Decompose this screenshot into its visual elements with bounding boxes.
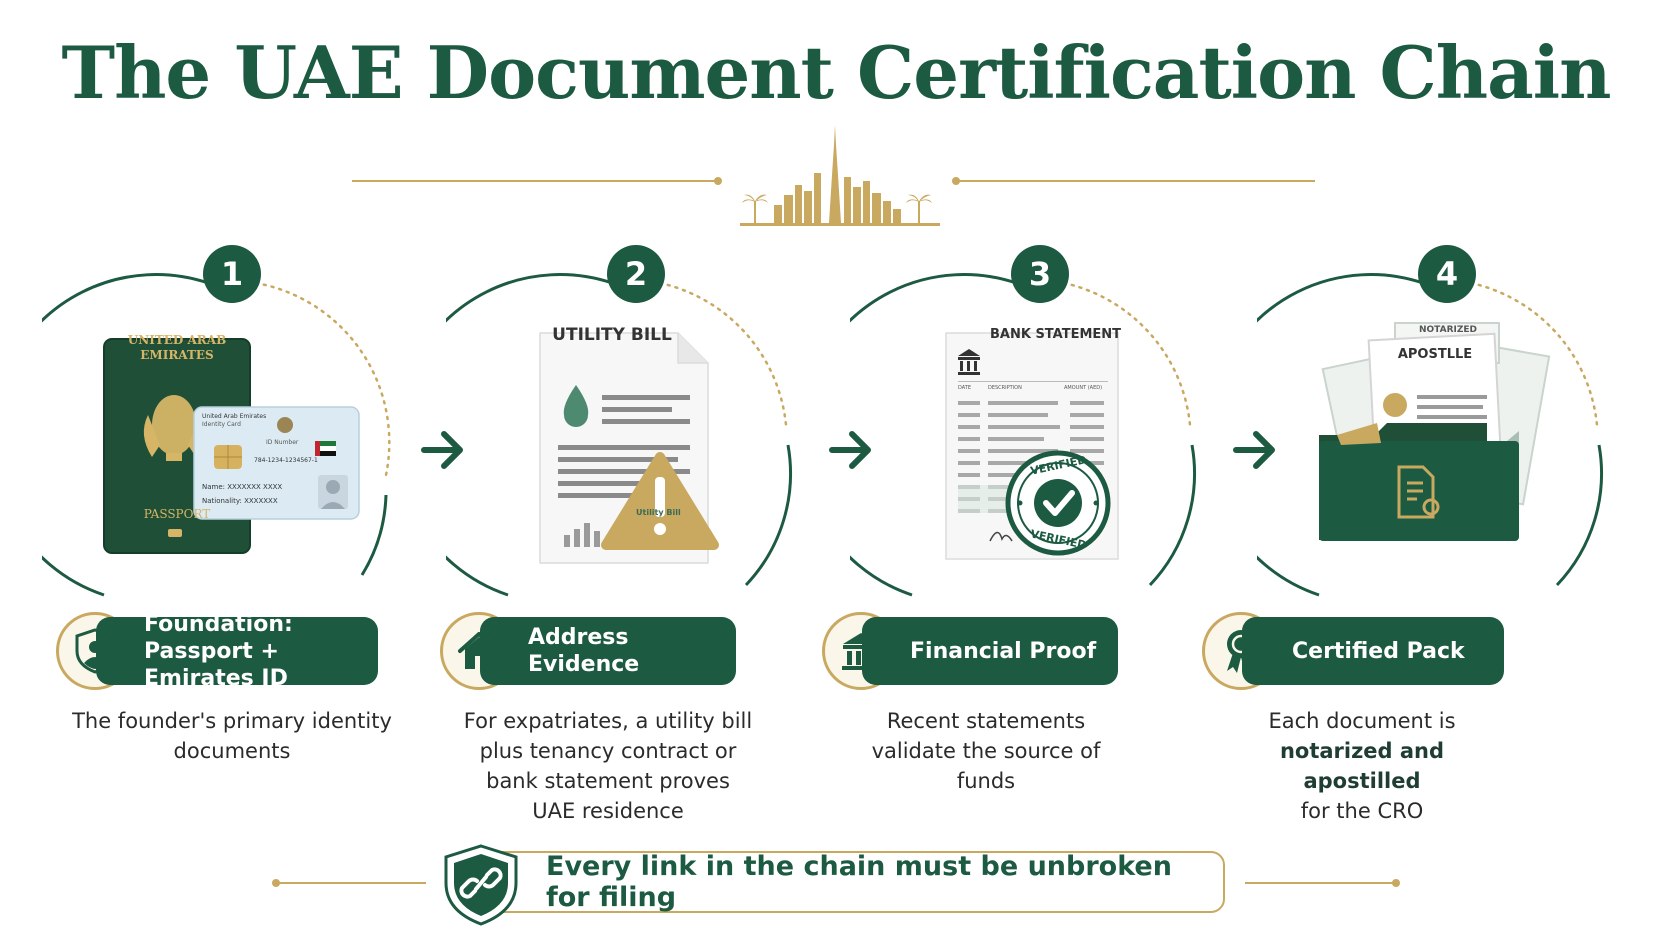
passport-title-line2: EMIRATES	[140, 348, 214, 362]
footer-rule-left	[276, 882, 426, 884]
col-amount: AMOUNT (AED)	[1064, 385, 1103, 391]
link-shield-icon	[440, 843, 522, 927]
step-3-number: 3	[1011, 245, 1069, 303]
step-2	[446, 245, 826, 635]
step-4-description-bold: notarized and apostilled	[1279, 739, 1445, 793]
step-1-number: 1	[203, 245, 261, 303]
utility-bill-title: UTILITY BILL	[552, 325, 672, 345]
step-4-description-post: for the CRO	[1300, 799, 1424, 823]
id-card-subtitle: Identity Card	[202, 421, 241, 428]
certified-pack-illustration	[1257, 245, 1637, 635]
header-rule-right-dot	[952, 177, 960, 185]
step-2-description: For expatriates, a utility bill plus tenancy contract or bank statement proves UAE residence	[463, 709, 753, 823]
col-description: DESCRIPTION	[988, 385, 1022, 391]
col-date: DATE	[958, 385, 972, 391]
passport-title	[108, 333, 246, 363]
seal-text-bottom: VERIFIED	[1029, 527, 1088, 552]
id-card-number: 784-1234-1234567-1	[254, 457, 318, 464]
step-1-label-line2: Passport + Emirates ID	[144, 638, 288, 691]
step-1-description: The founder's primary identity documents	[72, 709, 392, 763]
passport-footer: PASSPORT	[143, 507, 211, 521]
footer-rule-right	[1245, 882, 1395, 884]
notarized-doc-title: NOTARIZED	[1418, 325, 1477, 335]
bank-statement-illustration	[850, 245, 1230, 635]
page-title: The UAE Document Certification Chain	[61, 30, 1611, 115]
step-2-label	[480, 617, 736, 685]
step-4-number: 4	[1418, 245, 1476, 303]
footer-banner	[480, 851, 1225, 913]
footer-rule-left-dot	[272, 879, 280, 887]
step-2-label-text: Address Evidence	[528, 625, 640, 677]
footer-text: Every link in the chain must be unbroken for filing	[546, 851, 1172, 913]
header-rule-right	[955, 180, 1315, 182]
step-1	[42, 245, 422, 635]
step-4-label	[1242, 617, 1504, 685]
id-card-nationality: Nationality: XXXXXXX	[202, 497, 278, 505]
passport-id-illustration	[42, 245, 422, 635]
utility-bill-illustration	[446, 245, 826, 635]
step-4-label-text: Certified Pack	[1292, 638, 1465, 664]
seal-text-top: VERIFIED	[1029, 453, 1088, 478]
utility-bill-stamp: Utility Bill	[636, 508, 681, 517]
step-4-description	[1222, 706, 1502, 826]
header-rule-left-dot	[714, 177, 722, 185]
step-1-label	[96, 611, 378, 691]
id-card-name: Name: XXXXXXX XXXX	[202, 483, 283, 491]
step-4-description-pre: Each document is	[1268, 709, 1456, 733]
step-3-label	[862, 617, 1118, 685]
header-rule-left	[352, 180, 717, 182]
step-1-label-line1: Foundation:	[144, 611, 293, 637]
bank-statement-title: BANK STATEMENT	[990, 327, 1122, 342]
step-2-number: 2	[607, 245, 665, 303]
passport-title-line1: UNITED ARAB	[127, 333, 227, 347]
step-3	[850, 245, 1230, 635]
apostille-doc-title: APOSTLLE	[1397, 347, 1473, 362]
skyline-icon	[740, 125, 940, 230]
id-card-header: United Arab Emirates	[202, 413, 267, 420]
step-3-description: Recent statements validate the source of funds	[871, 709, 1101, 793]
step-3-label-text: Financial Proof	[910, 638, 1097, 664]
step-4	[1257, 245, 1637, 635]
id-card-number-label: ID Number	[266, 439, 299, 446]
footer-rule-right-dot	[1392, 879, 1400, 887]
